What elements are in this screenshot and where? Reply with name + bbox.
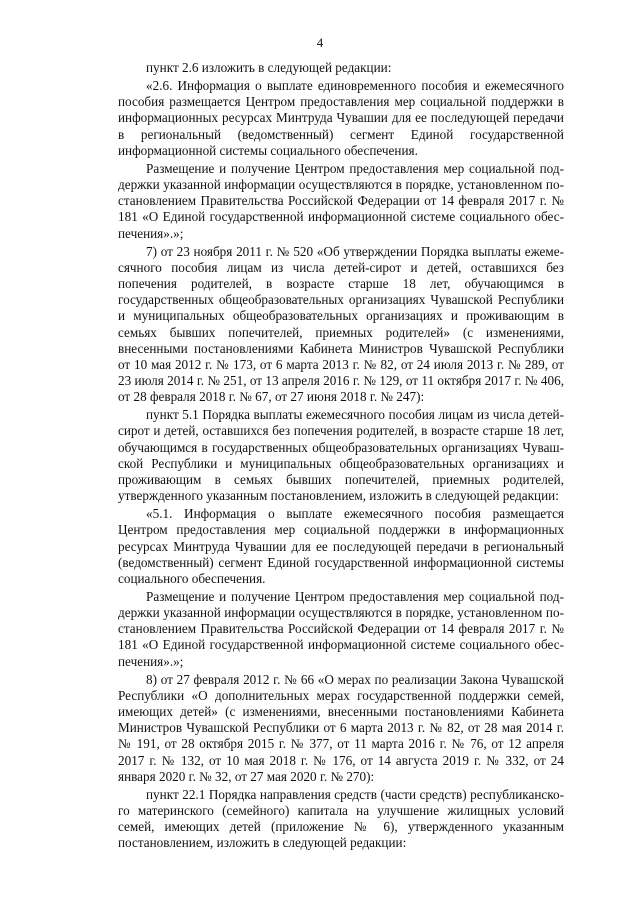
paragraph: пункт 22.1 Порядка направления средств (части средств) республиканского материнского (семейного) капитала на улучшение жилищных условий семей, имеющих детей (приложение № 6), утвержденного указанным постановлением, изложить в следующей редакции: — [118, 786, 564, 851]
paragraph: «5.1. Информация о выплате ежемесячного пособия размещается Центром предоставления мер социальной поддержки в информационных ресурсах Минтруда Чувашии для ее последующей передачи в региональный (ведомственный) сегмент Единой государственной информационной системы социального обеспечения. — [118, 506, 564, 586]
paragraph: 8) от 27 февраля 2012 г. № 66 «О мерах по реализации Закона Чувашской Республики «О дополнительных мерах государственной поддержки семей, имеющих детей» (с изменениями, внесенными постановлениями Кабинета Министров Чувашской Республики от 6 марта 2013 г. № 82, от 28 мая 2014 г. № 191, от 28 октября 2015 г. № 377, от 11 марта 2016 г. № 76, от 12 апреля 2017 г. № 132, от 10 мая 2018 г. № 176, от 14 августа 2019 г. № 332, от 24 января 2020 г. № 32, от 27 мая 2020 г. № 270): — [118, 671, 564, 784]
paragraph: пункт 2.6 изложить в следующей редакции: — [146, 60, 392, 75]
document-body — [118, 60, 564, 852]
paragraph: «2.6. Информация о выплате единовременного пособия и ежемесячного пособия размещается Центром предоставления мер социальной поддержки в информационных ресурсах Минтруда Чувашии для ее последующей передачи в региональный (ведомственный) сегмент Единой государственной информационной системы социального обеспечения. — [118, 78, 564, 158]
paragraph: Размещение и получение Центром предоставления мер социальной поддержки указанной информации осуществляются в порядке, установленном постановлением Правительства Российской Федерации от 14 февраля 2017 г. № 181 «О Единой государственной информационной системе социального обеспечения».»; — [118, 589, 564, 669]
paragraph: Размещение и получение Центром предоставления мер социальной поддержки указанной информации осуществляются в порядке, установленном постановлением Правительства Российской Федерации от 14 февраля 2017 г. № 181 «О Единой государственной информационной системе социального обеспечения».»; — [118, 160, 564, 241]
page-number: 4 — [316, 35, 324, 50]
paragraph: 7) от 23 ноября 2011 г. № 520 «Об утверждении Порядка выплаты ежемесячного пособия лицам из числа детей-сирот и детей, оставшихся без попечения родителей, в возрасте старше 18 лет, обучающимся в государственных общеобразовательных организациях Чувашской Республики и муниципальных общеобразовательных организациях и проживающим в семьях бывших попечителей, приемных родителей» (с изменениями, внесенными постановлениями Кабинета Министров Чувашской Республики от 10 мая 2012 г. № 173, от 6 марта 2013 г. № 82, от 24 июля 2013 г. № 289, от 23 июля 2014 г. № 251, от 13 апреля 2016 г. № 129, от 11 октября 2017 г. № 406, от 28 февраля 2018 г. № 67, от 27 июня 2018 г. № 247): — [118, 243, 564, 405]
paragraph: пункт 5.1 Порядка выплаты ежемесячного пособия лицам из числа детей-сирот и детей, оставшихся без попечения родителей, в возрасте старше 18 лет, обучающимся в государственных общеобразовательных организациях Чувашской Республики и муниципальных общеобразовательных организациях и проживающим в семьях бывших попечителей, приемных родителей, утвержденного указанным постановлением, изложить в следующей редакции: — [118, 407, 564, 504]
